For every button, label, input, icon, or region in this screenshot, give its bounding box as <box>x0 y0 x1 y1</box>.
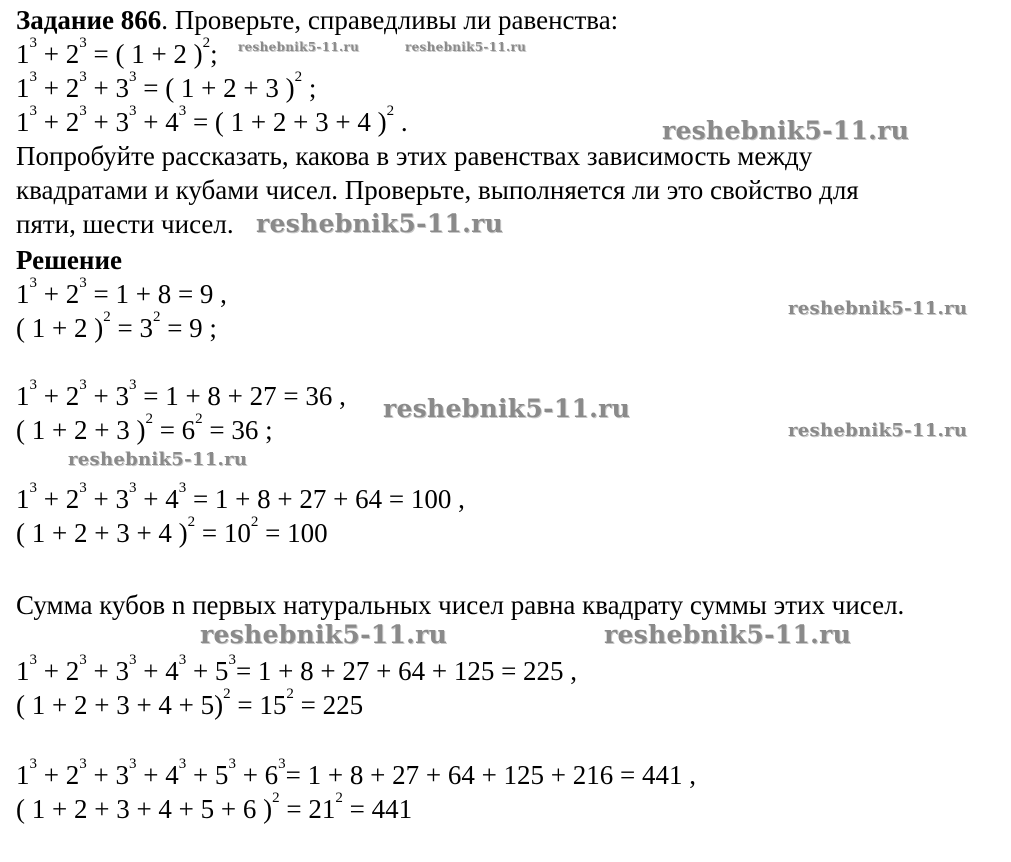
conclusion: Сумма кубов n первых натуральных чисел равна квадрату суммы этих чисел. <box>16 590 905 620</box>
math-text: = 1 + 8 + 27 + 64 = 100 , <box>186 484 465 514</box>
math-text: + 3 <box>86 760 129 790</box>
math-text: + 3 <box>86 484 129 514</box>
math-text: ( 1 + 2 + 3 + 4 + 5 + 6 ) <box>16 794 273 824</box>
math-text: + 4 <box>136 656 179 686</box>
exponent: 3 <box>228 756 236 772</box>
task-prompt: . Проверьте, справедливы ли равенства: <box>161 5 619 35</box>
exponent: 3 <box>29 756 37 772</box>
exponent: 3 <box>278 756 286 772</box>
exponent: 2 <box>145 411 153 427</box>
math-text: + 2 <box>37 484 80 514</box>
solution-step-3a <box>16 480 465 515</box>
math-text: 1 <box>16 107 30 137</box>
equality-3 <box>16 103 408 138</box>
math-text: = ( 1 + 2 + 3 ) <box>136 73 295 103</box>
exponent: 2 <box>294 69 303 85</box>
watermark: reshebnik5-11.ru <box>383 394 631 423</box>
watermark: reshebnik5-11.ru <box>604 620 852 649</box>
exponent: 3 <box>128 103 137 119</box>
exponent: 3 <box>178 756 187 772</box>
exponent: 2 <box>223 686 231 702</box>
exponent: 3 <box>29 652 37 668</box>
solution-step-1b <box>16 309 217 344</box>
math-text: = 1 + 8 + 27 + 64 + 125 = 225 , <box>235 656 578 686</box>
task-header <box>16 4 618 36</box>
exponent: 3 <box>128 480 137 496</box>
math-text: + 6 <box>235 760 279 790</box>
math-text: = 3 <box>110 313 153 343</box>
exponent: 3 <box>29 377 37 393</box>
math-text: + 5 <box>186 656 229 686</box>
watermark: reshebnik5-11.ru <box>200 620 448 649</box>
math-text: 1 <box>16 760 30 790</box>
exponent: 3 <box>79 103 87 119</box>
math-text: + 2 <box>37 656 80 686</box>
exponent: 3 <box>128 756 137 772</box>
math-text: + 4 <box>136 760 179 790</box>
question-line-1: Попробуйте рассказать, какова в этих равенствах зависимость между <box>16 141 813 171</box>
equality-2 <box>16 69 317 104</box>
math-text: = 1 + 8 + 27 = 36 , <box>136 381 346 411</box>
exponent: 3 <box>228 652 236 668</box>
watermark: reshebnik5-11.ru <box>788 420 968 441</box>
exponent: 3 <box>29 69 37 85</box>
exponent: 3 <box>79 35 87 51</box>
exponent: 3 <box>79 275 87 291</box>
math-text: = 1 + 8 = 9 , <box>86 279 227 309</box>
math-text: = 1 + 8 + 27 + 64 + 125 + 216 = 441 , <box>285 760 697 790</box>
exponent: 2 <box>152 309 161 325</box>
exponent: 2 <box>202 35 211 51</box>
math-text: = 21 <box>279 794 336 824</box>
math-text: + 2 <box>37 279 80 309</box>
math-text: 1 <box>16 656 30 686</box>
equality-1 <box>16 35 218 70</box>
watermark: reshebnik5-11.ru <box>405 40 527 54</box>
solution-step-4a <box>16 652 578 687</box>
exponent: 3 <box>29 275 37 291</box>
watermark: reshebnik5-11.ru <box>238 40 360 54</box>
math-text: ( 1 + 2 ) <box>16 313 104 343</box>
math-text: + 3 <box>86 73 129 103</box>
exponent: 3 <box>79 756 87 772</box>
solution-step-5b <box>16 790 413 825</box>
math-text: + 2 <box>37 73 80 103</box>
task-title: Задание 866 <box>16 5 162 35</box>
math-text: + 4 <box>136 484 179 514</box>
math-text: ( 1 + 2 + 3 ) <box>16 415 146 445</box>
math-text: 1 <box>16 279 30 309</box>
exponent: 3 <box>128 652 137 668</box>
solution-step-4b <box>16 686 364 721</box>
math-text: = ( 1 + 2 ) <box>86 39 203 69</box>
solution-step-1a <box>16 275 227 310</box>
exponent: 2 <box>103 309 111 325</box>
exponent: 3 <box>79 652 87 668</box>
exponent: 3 <box>128 69 137 85</box>
math-text: 1 <box>16 484 30 514</box>
exponent: 3 <box>178 652 187 668</box>
exponent: 3 <box>29 35 37 51</box>
exponent: 2 <box>386 103 395 119</box>
math-text: . <box>394 107 408 137</box>
exponent: 2 <box>286 686 294 702</box>
math-text: + 2 <box>37 107 80 137</box>
math-text: + 2 <box>37 760 80 790</box>
math-text: + 2 <box>37 39 80 69</box>
math-text: = ( 1 + 2 + 3 + 4 ) <box>186 107 387 137</box>
math-text: 1 <box>16 39 30 69</box>
watermark: reshebnik5-11.ru <box>68 449 248 470</box>
exponent: 2 <box>250 514 259 530</box>
question-line-3: пяти, шести чисел. <box>16 209 234 239</box>
exponent: 3 <box>29 480 37 496</box>
exponent: 3 <box>29 103 37 119</box>
math-text: = 36 ; <box>202 415 273 445</box>
watermark: reshebnik5-11.ru <box>662 116 910 145</box>
math-text: + 2 <box>37 381 80 411</box>
exponent: 3 <box>79 69 87 85</box>
math-text: + 5 <box>186 760 229 790</box>
exponent: 3 <box>178 103 187 119</box>
exponent: 3 <box>128 377 137 393</box>
math-text: + 3 <box>86 381 129 411</box>
exponent: 2 <box>272 790 280 806</box>
exponent: 2 <box>335 790 343 806</box>
watermark: reshebnik5-11.ru <box>788 298 968 319</box>
math-text: = 10 <box>195 518 251 548</box>
solution-step-5a <box>16 756 697 791</box>
exponent: 2 <box>187 514 196 530</box>
math-text: = 6 <box>152 415 196 445</box>
math-text: ; <box>210 39 218 69</box>
solution-step-2a <box>16 377 346 412</box>
math-text: 1 <box>16 73 30 103</box>
math-text: ( 1 + 2 + 3 + 4 + 5) <box>16 690 224 720</box>
math-text: = 441 <box>342 794 413 824</box>
math-text: = 225 <box>293 690 364 720</box>
exponent: 3 <box>178 480 187 496</box>
math-text: ( 1 + 2 + 3 + 4 ) <box>16 518 188 548</box>
exponent: 3 <box>79 377 87 393</box>
solution-step-2b <box>16 411 273 446</box>
math-text: + 4 <box>136 107 179 137</box>
solution-heading: Решение <box>16 245 122 275</box>
math-text: = 9 ; <box>160 313 217 343</box>
math-text: = 100 <box>258 518 328 548</box>
solution-step-3b <box>16 514 328 549</box>
watermark: reshebnik5-11.ru <box>256 209 504 238</box>
math-text: = 15 <box>230 690 287 720</box>
exponent: 3 <box>79 480 87 496</box>
math-text: 1 <box>16 381 30 411</box>
math-text: + 3 <box>86 107 129 137</box>
exponent: 2 <box>195 411 203 427</box>
math-text: ; <box>302 73 317 103</box>
question-line-2: квадратами и кубами чисел. Проверьте, выполняется ли это свойство для <box>16 175 859 205</box>
math-text: + 3 <box>86 656 129 686</box>
